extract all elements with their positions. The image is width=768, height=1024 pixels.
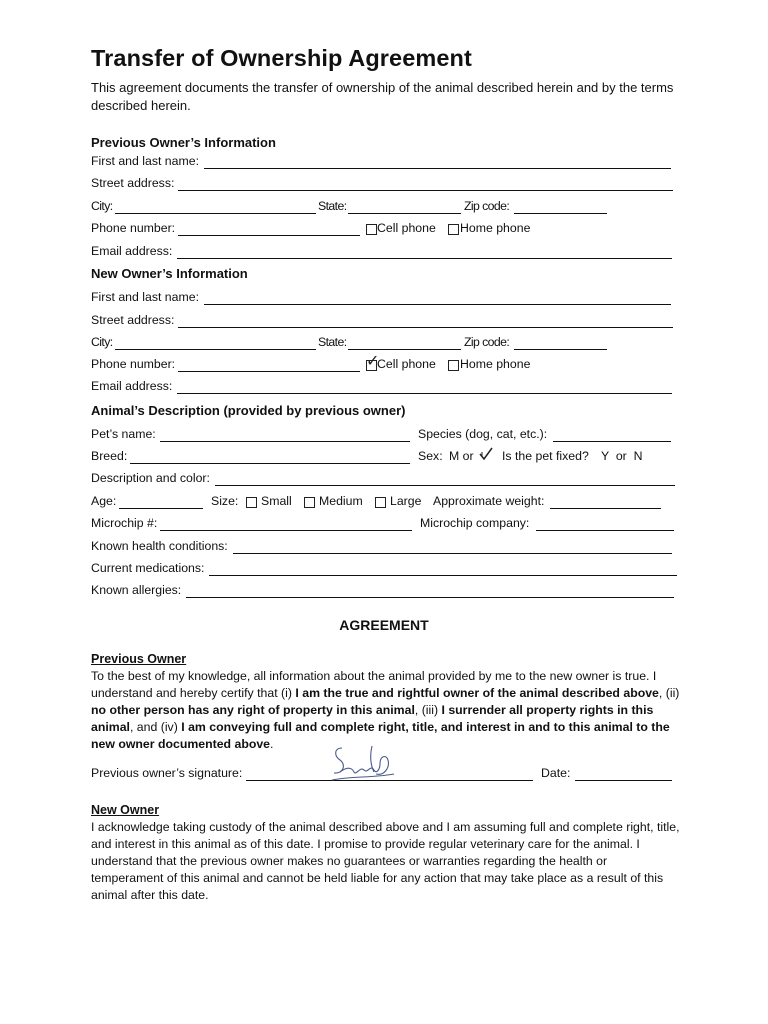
prev-name-field[interactable] (204, 168, 671, 169)
sex-label: Sex: (418, 449, 443, 463)
new-street-field[interactable] (178, 327, 673, 328)
check-mark-icon: ✓ (366, 353, 380, 370)
size-medium-checkbox[interactable] (304, 497, 315, 508)
intro-text: This agreement documents the transfer of ownership of the animal described herein and by the terms described herein. (91, 80, 674, 113)
new-city-field[interactable] (115, 349, 316, 350)
new-home-checkbox[interactable] (448, 360, 459, 371)
new-owner-paragraph: I acknowledge taking custody of the animal described above and I am assuming full and complete right, title, and interest in this animal as of this date. I promise to provide regular veterinary care for the animal. I understand that the previous owner makes no guarantees or warranties regarding the health or temperament of this animal and cannot be held liable for any action that may take place as a result of this animal after this date. (91, 820, 680, 902)
size-small-label: Small (261, 494, 292, 508)
new-phone-label: Phone number: (91, 357, 176, 371)
weight-label: Approximate weight: (433, 494, 545, 508)
pet-name-field[interactable] (160, 441, 410, 442)
new-cell-checkbox[interactable] (366, 353, 380, 371)
previous-owner-subhead: Previous Owner (91, 652, 187, 666)
signature-label: Previous owner’s signature: (91, 766, 243, 780)
date-label: Date: (541, 766, 571, 780)
allergies-field[interactable] (186, 597, 674, 598)
prev-state-field[interactable] (348, 213, 461, 214)
agreement-heading: AGREEMENT (339, 617, 429, 633)
new-zip-label: Zip code: (464, 335, 510, 349)
size-medium-label: Medium (319, 494, 363, 508)
new-email-label: Email address: (91, 379, 173, 393)
health-field[interactable] (233, 553, 672, 554)
prev-city-field[interactable] (115, 213, 316, 214)
prev-street-field[interactable] (178, 190, 673, 191)
microchip-label: Microchip #: (91, 516, 158, 530)
description-field[interactable] (215, 485, 675, 486)
new-street-label: Street address: (91, 313, 175, 327)
prev-zip-label: Zip code: (464, 199, 510, 213)
breed-field[interactable] (130, 463, 410, 464)
prev-street-label: Street address: (91, 176, 175, 190)
health-label: Known health conditions: (91, 539, 228, 553)
microchip-company-label: Microchip company: (420, 516, 530, 530)
pet-name-label: Pet’s name: (91, 427, 156, 441)
new-state-label: State: (318, 335, 347, 349)
size-small-checkbox[interactable] (246, 497, 257, 508)
sex-option-m[interactable]: M or (449, 449, 474, 463)
fixed-label: Is the pet fixed? (502, 449, 589, 463)
prev-home-label: Home phone (460, 221, 531, 235)
fixed-options[interactable]: Y or N (601, 449, 643, 463)
medications-field[interactable] (209, 575, 677, 576)
new-email-field[interactable] (177, 393, 672, 394)
prev-zip-field[interactable] (514, 213, 607, 214)
prev-cell-checkbox[interactable] (366, 224, 377, 235)
weight-field[interactable] (550, 508, 661, 509)
new-name-field[interactable] (204, 304, 671, 305)
new-home-label: Home phone (460, 357, 531, 371)
new-zip-field[interactable] (514, 349, 607, 350)
new-city-label: City: (91, 335, 113, 349)
microchip-company-field[interactable] (536, 530, 674, 531)
new-cell-label: Cell phone (377, 357, 436, 371)
prev-phone-field[interactable] (178, 235, 360, 236)
description-label: Description and color: (91, 471, 210, 485)
size-large-label: Large (390, 494, 422, 508)
animal-heading: Animal’s Description (provided by previous owner) (91, 403, 406, 418)
prev-email-field[interactable] (177, 258, 672, 259)
handwritten-signature (328, 740, 400, 788)
prev-cell-label: Cell phone (377, 221, 436, 235)
prev-home-checkbox[interactable] (448, 224, 459, 235)
age-field[interactable] (119, 508, 203, 509)
age-label: Age: (91, 494, 117, 508)
new-phone-field[interactable] (178, 371, 360, 372)
prev-name-label: First and last name: (91, 154, 199, 168)
new-owner-subhead: New Owner (91, 803, 160, 817)
page-title: Transfer of Ownership Agreement (91, 45, 472, 71)
allergies-label: Known allergies: (91, 583, 182, 597)
new-state-field[interactable] (348, 349, 461, 350)
previous-owner-paragraph: To the best of my knowledge, all information about the animal provided by me to the new owner is true. I understand and hereby certify that (i) I am the true and rightful owner of the animal described above, (ii) no other person has any right of property in this animal, (iii) I surrender all property rights in this animal, and (iv) I am conveying full and complete right, title, and interest in and to this animal to the new owner documented above. (91, 669, 680, 751)
size-large-checkbox[interactable] (375, 497, 386, 508)
date-field[interactable] (575, 780, 672, 781)
microchip-field[interactable] (160, 530, 412, 531)
prev-state-label: State: (318, 199, 347, 213)
medications-label: Current medications: (91, 561, 205, 575)
prev-email-label: Email address: (91, 244, 173, 258)
new-name-label: First and last name: (91, 290, 199, 304)
prev-city-label: City: (91, 199, 113, 213)
previous-owner-heading: Previous Owner’s Information (91, 135, 276, 150)
breed-label: Breed: (91, 449, 128, 463)
species-field[interactable] (553, 441, 671, 442)
species-label: Species (dog, cat, etc.): (418, 427, 548, 441)
new-owner-heading: New Owner’s Information (91, 266, 248, 281)
prev-phone-label: Phone number: (91, 221, 176, 235)
sex-check-mark-icon (478, 446, 494, 462)
size-label: Size: (211, 494, 239, 508)
